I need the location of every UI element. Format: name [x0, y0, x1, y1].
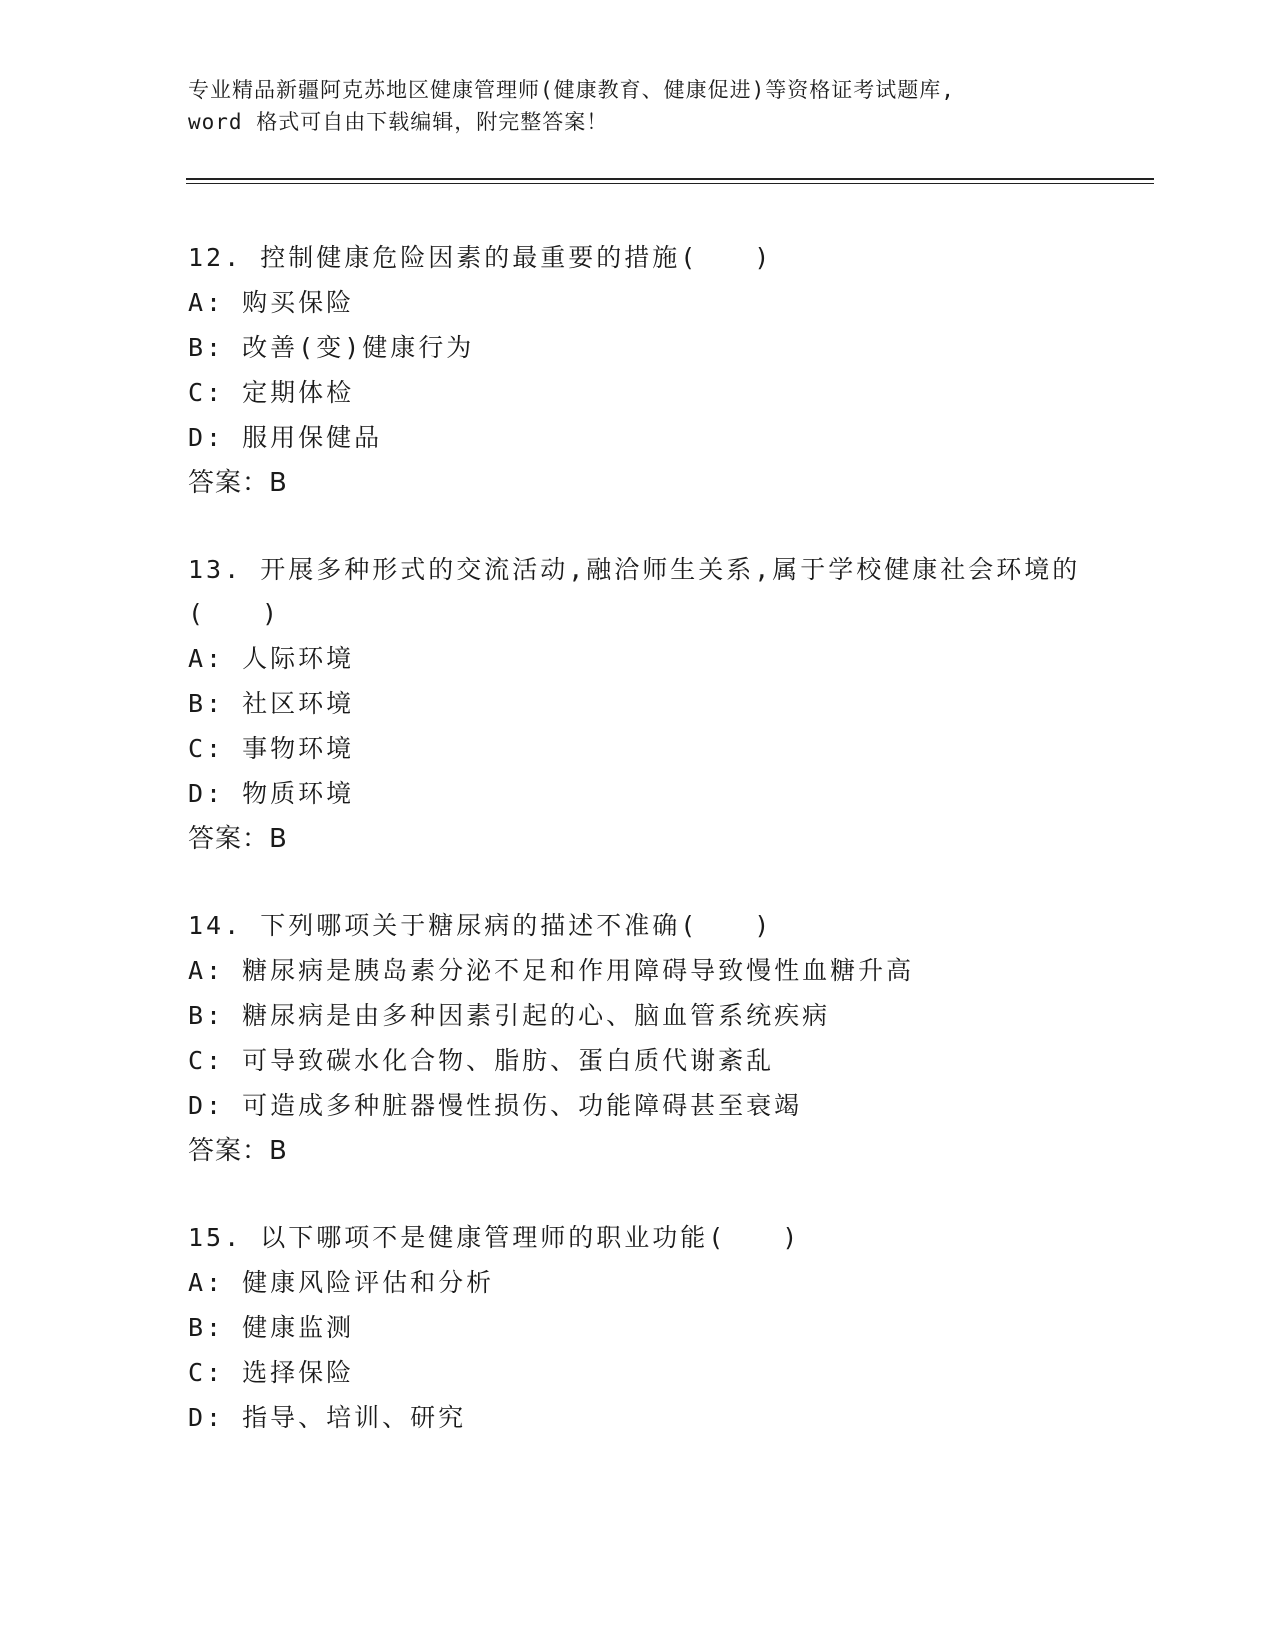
question-stem: 15. 以下哪项不是健康管理师的职业功能( ) — [188, 1223, 801, 1252]
option-d: D: 可造成多种脏器慢性损伤、功能障碍甚至衰竭 — [188, 1091, 803, 1120]
header-divider-thick — [186, 178, 1154, 180]
answer-line: 答案：B — [188, 824, 288, 854]
option-c: C: 选择保险 — [188, 1358, 355, 1387]
option-c: C: 事物环境 — [188, 734, 355, 763]
answer-line: 答案：B — [188, 468, 288, 498]
header-divider-thin — [186, 183, 1154, 184]
option-d: D: 指导、培训、研究 — [188, 1403, 467, 1432]
question-13 — [188, 548, 1088, 862]
option-a: A: 健康风险评估和分析 — [188, 1268, 495, 1297]
option-d: D: 物质环境 — [188, 779, 355, 808]
question-stem: 14. 下列哪项关于糖尿病的描述不准确( ) — [188, 911, 773, 940]
document-header — [188, 74, 1088, 138]
answer-line: 答案：B — [188, 1136, 288, 1166]
option-a: A: 人际环境 — [188, 644, 355, 673]
option-a: A: 购买保险 — [188, 288, 355, 317]
option-c: C: 定期体检 — [188, 378, 355, 407]
question-14 — [188, 904, 1088, 1174]
question-list — [188, 236, 1088, 1482]
option-b: B: 社区环境 — [188, 689, 355, 718]
option-b: B: 健康监测 — [188, 1313, 355, 1342]
header-line-1: 专业精品新疆阿克苏地区健康管理师(健康教育、健康促进)等资格证考试题库, — [188, 78, 955, 102]
option-d: D: 服用保健品 — [188, 423, 383, 452]
question-stem: 12. 控制健康危险因素的最重要的措施( ) — [188, 243, 773, 272]
option-b: B: 改善(变)健康行为 — [188, 333, 475, 362]
question-stem: 13. 开展多种形式的交流活动,融洽师生关系,属于学校健康社会环境的( ) — [188, 555, 1081, 628]
question-15 — [188, 1216, 1088, 1440]
option-a: A: 糖尿病是胰岛素分泌不足和作用障碍导致慢性血糖升高 — [188, 956, 915, 985]
option-b: B: 糖尿病是由多种因素引起的心、脑血管系统疾病 — [188, 1001, 831, 1030]
question-12 — [188, 236, 1088, 506]
option-c: C: 可导致碳水化合物、脂肪、蛋白质代谢紊乱 — [188, 1046, 775, 1075]
header-line-2: word 格式可自由下载编辑，附完整答案！ — [188, 110, 609, 134]
